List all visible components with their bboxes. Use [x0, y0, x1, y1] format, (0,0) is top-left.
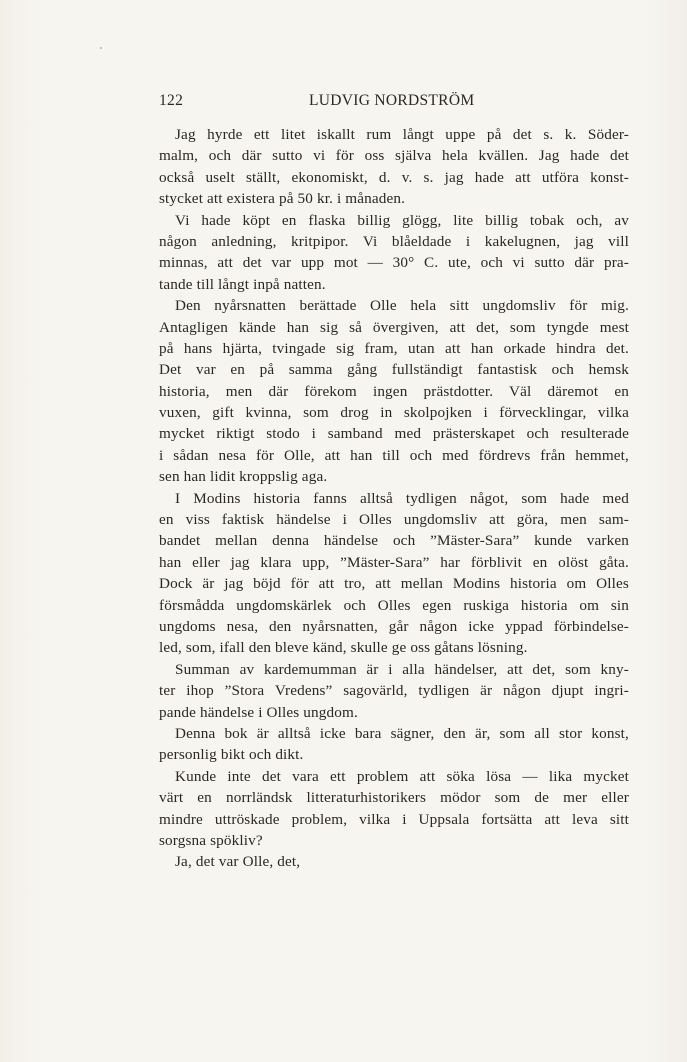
text-line: tande till långt inpå natten.: [159, 275, 326, 293]
paragraph-first-line: Denna bok är alltså icke bara sägner, den är, som all stor konst,: [175, 724, 629, 742]
text-line: också uselt ställt, ekonomiskt, d. v. s. jag hade att utföra konst-: [159, 168, 629, 186]
text-line: bandet mellan denna händelse och ”Mäster-Sara” kunde varken: [159, 532, 629, 550]
text-line: led, som, ifall den bleve känd, skulle ge oss gåtans lösning.: [159, 639, 528, 657]
running-head: [159, 92, 629, 114]
paragraph-first-line: Kunde inte det vara ett problem att söka lösa — lika mycket: [175, 767, 629, 785]
text-line: malm, och där sutto vi för oss själva hela kvällen. Jag hade det: [159, 147, 629, 165]
text-line: historia, men där förekom ingen prästdotter. Väl däremot en: [159, 382, 629, 400]
text-line: värt en norrländsk litteraturhistorikers mödor som de mer eller: [159, 789, 629, 807]
text-line: försmådda ungdomskärlek och Olles egen ruskiga historia om sin: [159, 596, 629, 614]
paragraph-first-line: Ja, det var Olle, det,: [175, 853, 301, 871]
text-line: någon anledning, kritpipor. Vi blåeldade i kakelugnen, jag vill: [159, 232, 629, 250]
page-number: 122: [159, 92, 184, 109]
paragraph-first-line: Summan av kardemumman är i alla händelser, att det, som kny-: [175, 660, 629, 678]
paragraph-first-line: Vi hade köpt en flaska billig glögg, lite billig tobak och, av: [175, 211, 629, 229]
text-line: Dock är jag böjd för att tro, att mellan Modins historia om Olles: [159, 575, 629, 593]
paper-speck: [100, 47, 102, 49]
text-line: pande händelse i Olles ungdom.: [159, 703, 358, 721]
text-line: på hans hjärta, tvingade sig fram, utan att han orkade hindra det.: [159, 339, 629, 357]
text-line: i sådan nesa för Olle, att han till och med fördrevs från hemmet,: [159, 446, 629, 464]
paragraph-first-line: I Modins historia fanns alltså tydligen något, som hade med: [175, 489, 629, 507]
text-line: sorgsna spökliv?: [159, 831, 263, 849]
text-line: en viss faktisk händelse i Olles ungdomsliv att göra, men sam-: [159, 511, 629, 529]
text-line: han eller jag klara upp, ”Mäster-Sara” har förblivit en olöst gåta.: [159, 553, 629, 571]
text-line: Antagligen kände han sig så övergiven, att det, som tyngde mest: [159, 318, 629, 336]
text-line: minnas, att det var upp mot — 30° C. ute, och vi sutto där pra-: [159, 254, 629, 272]
text-line: Det var en på samma gång fullständigt fantastisk och hemsk: [159, 361, 629, 379]
body-text: [159, 124, 629, 873]
text-line: personlig bikt och dikt.: [159, 746, 304, 764]
text-line: ungdoms nesa, den nyårsnatten, går någon icke yppad förbindelse-: [159, 617, 629, 635]
text-line: sen han lidit kroppslig aga.: [159, 468, 328, 486]
running-title: LUDVIG NORDSTRÖM: [309, 92, 475, 109]
paragraph-first-line: Den nyårsnatten berättade Olle hela sitt ungdomsliv för mig.: [175, 297, 629, 315]
text-line: stycket att existera på 50 kr. i månaden.: [159, 190, 406, 208]
text-line: mycket riktigt stodo i samband med prästerskapet och resulterade: [159, 425, 629, 443]
paragraph-first-line: Jag hyrde ett litet iskallt rum långt uppe på det s. k. Söder-: [175, 126, 629, 143]
text-line: mindre uttröskade problem, vilka i Uppsala fortsätta att leva sitt: [159, 810, 629, 828]
text-line: ter ihop ”Stora Vredens” sagovärld, tydligen är någon djupt ingri-: [159, 682, 629, 700]
text-line: vuxen, gift kvinna, som drog in skolpojken i förvecklingar, vilka: [159, 404, 629, 422]
